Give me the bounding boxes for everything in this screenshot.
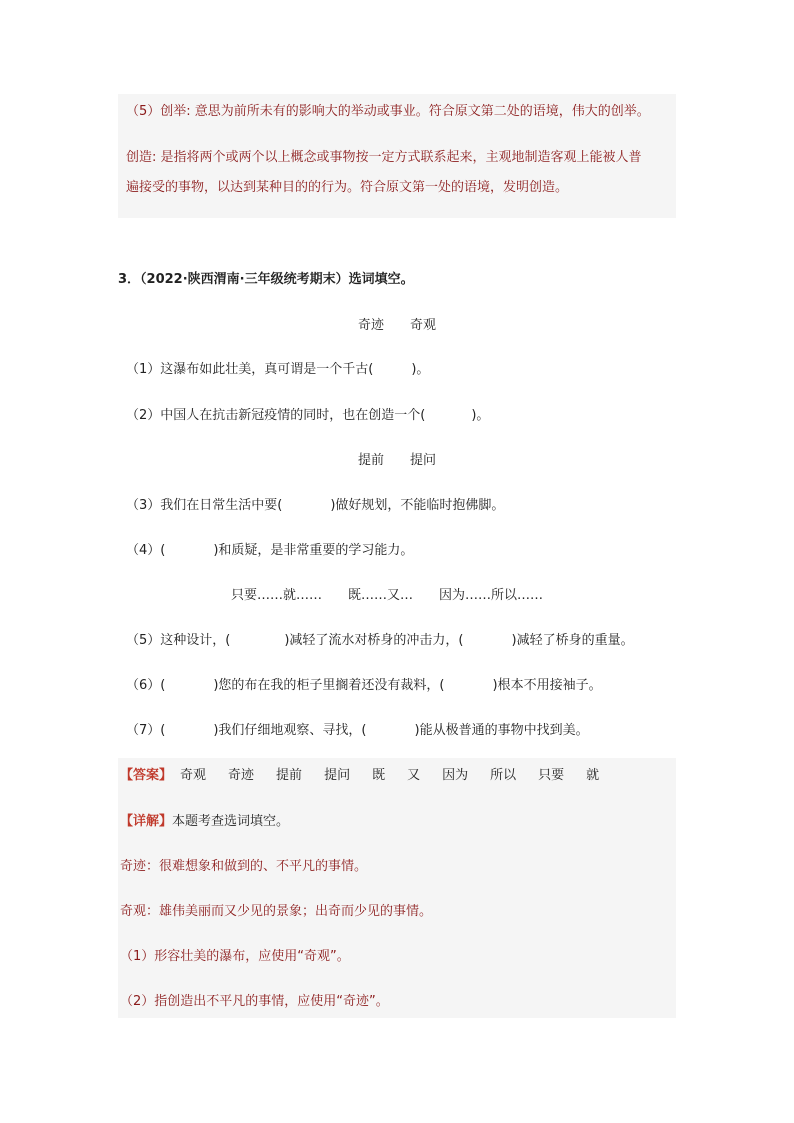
answer-word: 奇观	[180, 768, 207, 783]
explanation-chuangzao-line-2: 遍接受的事物，以达到某种目的的行为。符合原文第一处的语境，发明创造。	[126, 180, 569, 195]
answer-label: 【答案】	[120, 768, 173, 783]
question-item-2: （2）中国人在抗击新冠疫情的同时，也在创造一个( )。	[126, 408, 490, 423]
answer-word: 提前	[276, 768, 303, 783]
question-item-4: （4）( )和质疑，是非常重要的学习能力。	[126, 543, 414, 558]
answer-word: 既	[372, 768, 386, 783]
answer-word: 提问	[324, 768, 351, 783]
answer-word: 因为	[442, 768, 469, 783]
question-title: 3．（2022·陕西渭南·三年级统考期末）选词填空。	[118, 272, 414, 287]
explanation-chuangzao-line-1: 创造: 是指将两个或两个以上概念或事物按一定方式联系起来，主观地制造客观上能被人普	[126, 150, 642, 165]
answer-block	[118, 758, 676, 1018]
explanation-item-2: （2）指创造出不平凡的事情，应使用“奇迹”。	[120, 994, 389, 1009]
detail-label: 【详解】	[120, 814, 173, 829]
answer-word: 只要	[538, 768, 565, 783]
definition-qiguan: 奇观：雄伟美丽而又少见的景象；出奇而少见的事情。	[120, 904, 433, 919]
question-item-3: （3）我们在日常生活中要( )做好规划，不能临时抱佛脚。	[126, 498, 505, 513]
question-item-7: （7）( )我们仔细地观察、寻找，( )能从极普通的事物中找到美。	[126, 723, 589, 738]
answer-word: 就	[586, 768, 600, 783]
answer-word: 又	[407, 768, 421, 783]
explanation-item-5: （5）创举: 意思为前所未有的影响大的举动或事业。符合原文第二处的语境，伟大的创举。	[126, 104, 650, 119]
word-group-1: 奇迹 奇观	[357, 318, 436, 333]
answer-word: 奇迹	[228, 768, 255, 783]
explanation-item-1: （1）形容壮美的瀑布，应使用“奇观”。	[120, 949, 350, 964]
question-item-6: （6）( )您的布在我的柜子里搁着还没有裁料，( )根本不用接袖子。	[126, 678, 602, 693]
question-item-1: （1）这瀑布如此壮美，真可谓是一个千古( )。	[126, 362, 430, 377]
word-group-2: 提前 提问	[357, 453, 436, 468]
word-group-3: 只要……就…… 既……又… 因为……所以……	[230, 588, 543, 603]
definition-qiji: 奇迹：很难想象和做到的、不平凡的事情。	[120, 859, 368, 874]
answer-word: 所以	[490, 768, 517, 783]
answer-line	[120, 766, 621, 786]
detail-line: 【详解】本题考查选词填空。	[120, 814, 290, 829]
question-item-5: （5）这种设计，( )减轻了流水对桥身的冲击力，( )减轻了桥身的重量。	[126, 633, 634, 648]
